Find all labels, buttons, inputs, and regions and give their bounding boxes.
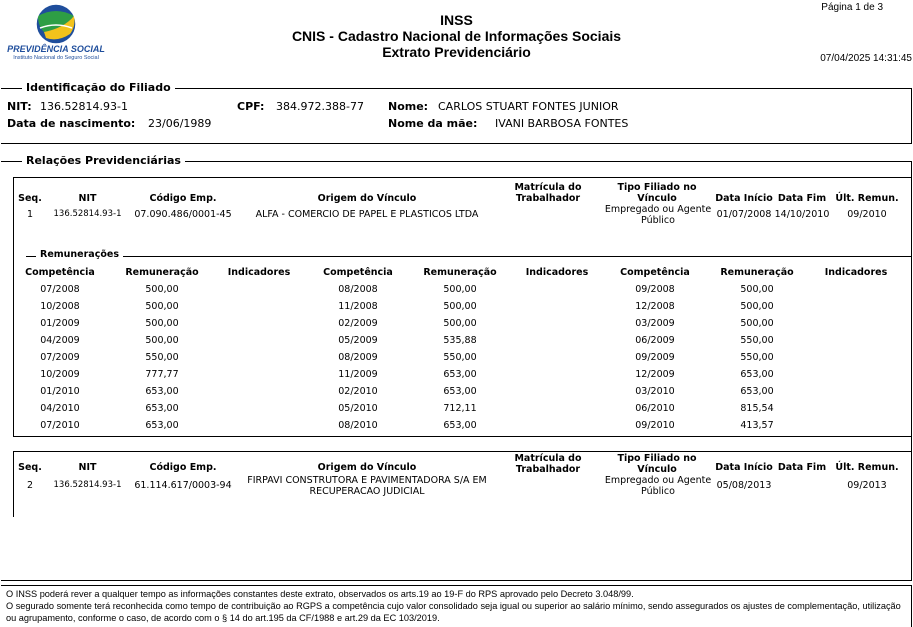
vinculo-1-origem: ALFA - COMERCIO DE PAPEL E PLASTICOS LTDA bbox=[255, 209, 479, 220]
vinculo-1-fim: 14/10/2010 bbox=[774, 209, 830, 220]
remuneracao-cell: 653,00 bbox=[145, 403, 179, 414]
remuneracao-cell: 05/2010 bbox=[338, 403, 378, 414]
header2-tipo: Tipo Filiado no Vínculo bbox=[617, 453, 697, 475]
header-nit: NIT bbox=[78, 193, 97, 204]
remuneracao-cell: 500,00 bbox=[145, 284, 179, 295]
remuneracao-cell: 500,00 bbox=[145, 335, 179, 346]
remuneracoes-title: Remunerações bbox=[36, 249, 123, 260]
footer-line-2: O segurado somente terá reconhecida como tempo de contribuição ao RGPS a competência cujo valor consolidado seja igual ou superior ao salário mínimo, sendo assegurados os ajustes de complementação, utilização ou agrupamento, conforme o caso, de acordo com o § 14 do art.195 da CF/1988 e art.29 da EC 103/2019. bbox=[6, 601, 901, 623]
remuneracao-cell: 12/2008 bbox=[635, 301, 675, 312]
remuneracao-cell: 07/2009 bbox=[40, 352, 80, 363]
header-matricula: Matrícula do Trabalhador bbox=[514, 182, 582, 204]
remuneracao-cell: 653,00 bbox=[740, 369, 774, 380]
remuneracao-row bbox=[0, 369, 913, 386]
cpf-label: CPF: bbox=[237, 100, 265, 113]
remuneracao-cell: 06/2009 bbox=[635, 335, 675, 346]
vinculo-2-seq: 2 bbox=[26, 480, 34, 491]
header-fim: Data Fim bbox=[777, 193, 827, 204]
remuneracao-cell: 653,00 bbox=[443, 369, 477, 380]
header2-origem: Origem do Vínculo bbox=[317, 462, 417, 473]
remuneracao-cell: 500,00 bbox=[443, 318, 477, 329]
nascimento-value: 23/06/1989 bbox=[148, 117, 212, 130]
remuneracao-cell: 500,00 bbox=[740, 284, 774, 295]
logo-subtitle: Instituto Nacional do Seguro Social bbox=[13, 55, 99, 61]
remuneracao-cell: 712,11 bbox=[443, 403, 477, 414]
vinculo-2-tipo: Empregado ou Agente Público bbox=[604, 475, 712, 497]
remuneracao-cell: 09/2009 bbox=[635, 352, 675, 363]
print-datetime: 07/04/2025 14:31:45 bbox=[820, 53, 912, 64]
header-ult: Últ. Remun. bbox=[835, 193, 899, 204]
rem-header-col-3: Competência bbox=[323, 267, 393, 278]
remuneracao-row bbox=[0, 386, 913, 403]
rem-header-col-1: Remuneração bbox=[125, 267, 199, 278]
remuneracao-row bbox=[0, 284, 913, 301]
mae-label: Nome da mãe: bbox=[388, 117, 478, 130]
rem-header-col-7: Remuneração bbox=[720, 267, 794, 278]
remuneracao-cell: 08/2008 bbox=[338, 284, 378, 295]
remuneracao-cell: 550,00 bbox=[740, 335, 774, 346]
previdencia-logo-icon bbox=[4, 2, 108, 46]
vinculo-1-nit: 136.52814.93-1 bbox=[53, 209, 122, 219]
header-origem: Origem do Vínculo bbox=[317, 193, 417, 204]
header2-inicio: Data Início bbox=[715, 462, 773, 473]
filiado-section-title: Identificação do Filiado bbox=[22, 81, 175, 94]
remuneracao-cell: 09/2008 bbox=[635, 284, 675, 295]
vinculo-2-codigo: 61.114.617/0003-94 bbox=[134, 480, 232, 491]
rem-header-col-8: Indicadores bbox=[824, 267, 888, 278]
nit-label: NIT: bbox=[7, 100, 32, 113]
rem-header-col-4: Remuneração bbox=[423, 267, 497, 278]
remuneracao-cell: 07/2010 bbox=[40, 420, 80, 431]
vinculo-2-nit: 136.52814.93-1 bbox=[53, 480, 122, 490]
remuneracao-cell: 08/2010 bbox=[338, 420, 378, 431]
relacoes-section-title: Relações Previdenciárias bbox=[22, 154, 185, 167]
remuneracao-row bbox=[0, 318, 913, 335]
remuneracao-cell: 05/2009 bbox=[338, 335, 378, 346]
header2-ult: Últ. Remun. bbox=[835, 462, 899, 473]
rem-header-col-6: Competência bbox=[620, 267, 690, 278]
remuneracao-cell: 500,00 bbox=[145, 318, 179, 329]
remuneracao-cell: 06/2010 bbox=[635, 403, 675, 414]
rem-header-col-0: Competência bbox=[25, 267, 95, 278]
rem-header-col-5: Indicadores bbox=[525, 267, 589, 278]
remuneracao-cell: 550,00 bbox=[740, 352, 774, 363]
remuneracao-cell: 11/2009 bbox=[338, 369, 378, 380]
remuneracao-row bbox=[0, 403, 913, 420]
header2-seq: Seq. bbox=[18, 462, 42, 473]
remuneracao-cell: 550,00 bbox=[145, 352, 179, 363]
remuneracao-cell: 04/2009 bbox=[40, 335, 80, 346]
page-number: Página 1 de 3 bbox=[821, 2, 883, 13]
cpf-value: 384.972.388-77 bbox=[276, 100, 364, 113]
mae-value: IVANI BARBOSA FONTES bbox=[495, 117, 629, 130]
remuneracoes-table bbox=[0, 284, 913, 437]
remuneracao-cell: 500,00 bbox=[740, 318, 774, 329]
remuneracoes-header bbox=[0, 267, 913, 281]
remuneracao-cell: 11/2008 bbox=[338, 301, 378, 312]
header-inss: INSS bbox=[440, 12, 473, 28]
remuneracao-cell: 03/2010 bbox=[635, 386, 675, 397]
remuneracao-cell: 653,00 bbox=[443, 386, 477, 397]
remuneracao-cell: 653,00 bbox=[145, 386, 179, 397]
vinculo-1-seq: 1 bbox=[26, 209, 34, 220]
header-extrato: Extrato Previdenciário bbox=[382, 44, 531, 60]
nascimento-label: Data de nascimento: bbox=[7, 117, 136, 130]
remuneracao-cell: 653,00 bbox=[740, 386, 774, 397]
remuneracao-cell: 653,00 bbox=[443, 420, 477, 431]
header-cnis: CNIS - Cadastro Nacional de Informações Sociais bbox=[291, 28, 622, 44]
remuneracao-row bbox=[0, 301, 913, 318]
remuneracao-cell: 07/2008 bbox=[40, 284, 80, 295]
header2-nit: NIT bbox=[78, 462, 97, 473]
remuneracao-cell: 12/2009 bbox=[635, 369, 675, 380]
header2-matricula: Matrícula do Trabalhador bbox=[514, 453, 582, 475]
remuneracao-cell: 413,57 bbox=[740, 420, 774, 431]
inss-logo bbox=[4, 2, 108, 64]
remuneracao-row bbox=[0, 420, 913, 437]
remuneracao-cell: 500,00 bbox=[145, 301, 179, 312]
header-tipo: Tipo Filiado no Vínculo bbox=[617, 182, 697, 204]
header2-codigo: Código Emp. bbox=[149, 462, 217, 473]
remuneracao-cell: 10/2008 bbox=[40, 301, 80, 312]
remuneracao-cell: 653,00 bbox=[145, 420, 179, 431]
nome-label: Nome: bbox=[388, 100, 429, 113]
rem-header-col-2: Indicadores bbox=[227, 267, 291, 278]
vinculo-1-ult: 09/2010 bbox=[847, 209, 887, 220]
remuneracao-row bbox=[0, 352, 913, 369]
nome-value: CARLOS STUART FONTES JUNIOR bbox=[438, 100, 619, 113]
remuneracao-cell: 01/2009 bbox=[40, 318, 80, 329]
footer-line-1: O INSS poderá rever a qualquer tempo as informações constantes deste extrato, observados os arts.19 ao 19-F do RPS aprovado pelo Decreto 3.048/99. bbox=[6, 589, 634, 599]
vinculo-2-origem: FIRPAVI CONSTRUTORA E PAVIMENTADORA S/A EM RECUPERACAO JUDICIAL bbox=[247, 475, 487, 497]
remuneracao-cell: 777,77 bbox=[145, 369, 179, 380]
vinculo-1-codigo: 07.090.486/0001-45 bbox=[134, 209, 232, 220]
header-seq: Seq. bbox=[18, 193, 42, 204]
header-codigo: Código Emp. bbox=[149, 193, 217, 204]
nit-value: 136.52814.93-1 bbox=[40, 100, 128, 113]
remuneracao-cell: 815,54 bbox=[740, 403, 774, 414]
remuneracao-cell: 08/2009 bbox=[338, 352, 378, 363]
remuneracoes-divider bbox=[26, 256, 912, 257]
remuneracao-cell: 04/2010 bbox=[40, 403, 80, 414]
logo-title: PREVIDÊNCIA SOCIAL bbox=[7, 44, 105, 54]
vinculo-2-ult: 09/2013 bbox=[847, 480, 887, 491]
remuneracao-cell: 500,00 bbox=[443, 284, 477, 295]
filiado-section bbox=[1, 88, 912, 144]
header-inicio: Data Início bbox=[715, 193, 773, 204]
header2-fim: Data Fim bbox=[777, 462, 827, 473]
vinculo-2-inicio: 05/08/2013 bbox=[716, 480, 772, 491]
remuneracao-cell: 500,00 bbox=[443, 301, 477, 312]
remuneracao-cell: 500,00 bbox=[740, 301, 774, 312]
vinculo-1-tipo: Empregado ou Agente Público bbox=[604, 204, 712, 226]
remuneracao-cell: 02/2010 bbox=[338, 386, 378, 397]
remuneracao-row bbox=[0, 335, 913, 352]
remuneracao-cell: 10/2009 bbox=[40, 369, 80, 380]
remuneracao-cell: 03/2009 bbox=[635, 318, 675, 329]
remuneracao-cell: 09/2010 bbox=[635, 420, 675, 431]
vinculo-1-inicio: 01/07/2008 bbox=[716, 209, 772, 220]
remuneracao-cell: 550,00 bbox=[443, 352, 477, 363]
remuneracao-cell: 02/2009 bbox=[338, 318, 378, 329]
remuneracao-cell: 535,88 bbox=[443, 335, 477, 346]
remuneracao-cell: 01/2010 bbox=[40, 386, 80, 397]
